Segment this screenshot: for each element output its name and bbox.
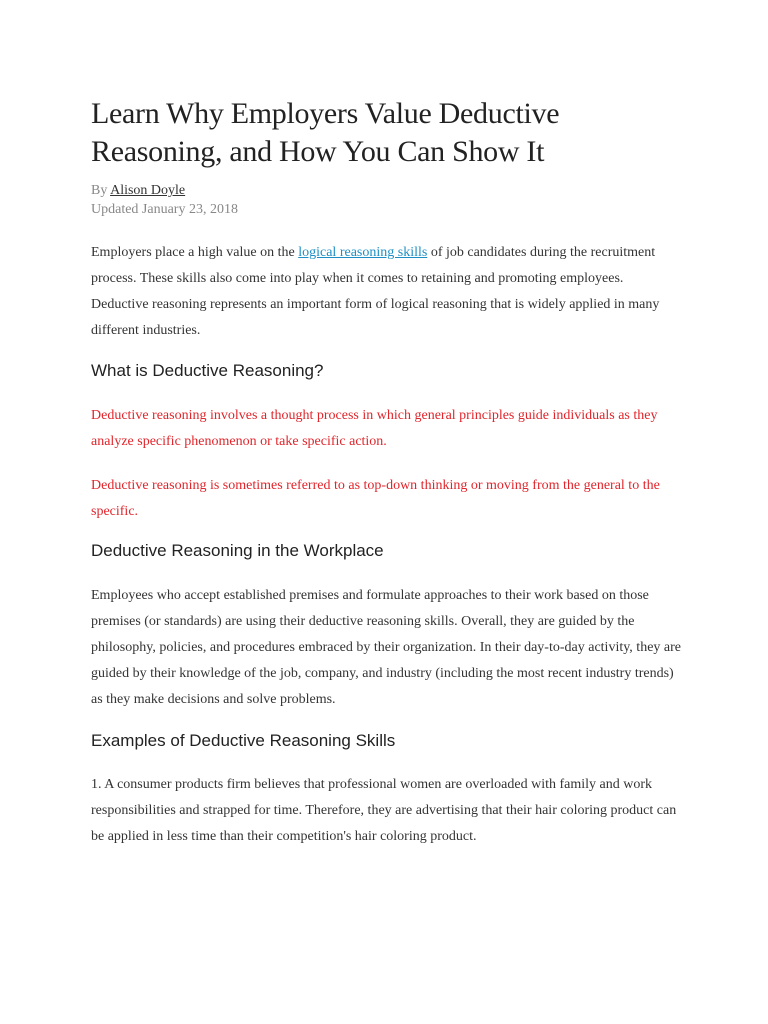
logical-reasoning-skills-link[interactable]: logical reasoning skills xyxy=(298,245,428,260)
section-heading-examples: Examples of Deductive Reasoning Skills xyxy=(91,731,396,750)
byline-prefix: By xyxy=(91,183,111,198)
definition-paragraph: Deductive reasoning involves a thought process in which general principles guide individuals as they analyze specific phenomenon or take specific action. xyxy=(91,408,658,449)
intro-text-before: Employers place a high value on the xyxy=(91,245,299,260)
section-heading-workplace: Deductive Reasoning in the Workplace xyxy=(91,541,384,560)
example-item-1: 1. A consumer products firm believes that professional women are overloaded with family and work responsibilities and strapped for time. Therefore, they are advertising that their hair coloring product can be applied in less time than their competition's hair coloring product. xyxy=(91,777,677,844)
section-heading-what-is: What is Deductive Reasoning? xyxy=(91,361,324,380)
byline xyxy=(91,182,185,200)
intro-paragraph xyxy=(91,240,681,344)
updated-date: Updated January 23, 2018 xyxy=(91,202,238,217)
author-link[interactable]: Alison Doyle xyxy=(110,183,186,198)
top-down-paragraph: Deductive reasoning is sometimes referred to as top-down thinking or moving from the general to the specific. xyxy=(91,478,660,519)
workplace-paragraph: Employees who accept established premises and formulate approaches to their work based on those premises (or standards) are using their deductive reasoning skills. Overall, they are guided by the philosophy, policies, and procedures embraced by their organization. In their day-to-day activity, they are guided by their knowledge of the job, company, and industry (including the most recent industry trends) as they make decisions and solve problems. xyxy=(91,588,682,707)
article-title: Learn Why Employers Value Deductive Reasoning, and How You Can Show It xyxy=(91,97,560,168)
intro-text-after: of job candidates during the recruitment process. These skills also come into play when it comes to retaining and promoting employees. Deductive reasoning represents an important form of logical reasoning that is widely applied in many different industries. xyxy=(91,245,660,338)
